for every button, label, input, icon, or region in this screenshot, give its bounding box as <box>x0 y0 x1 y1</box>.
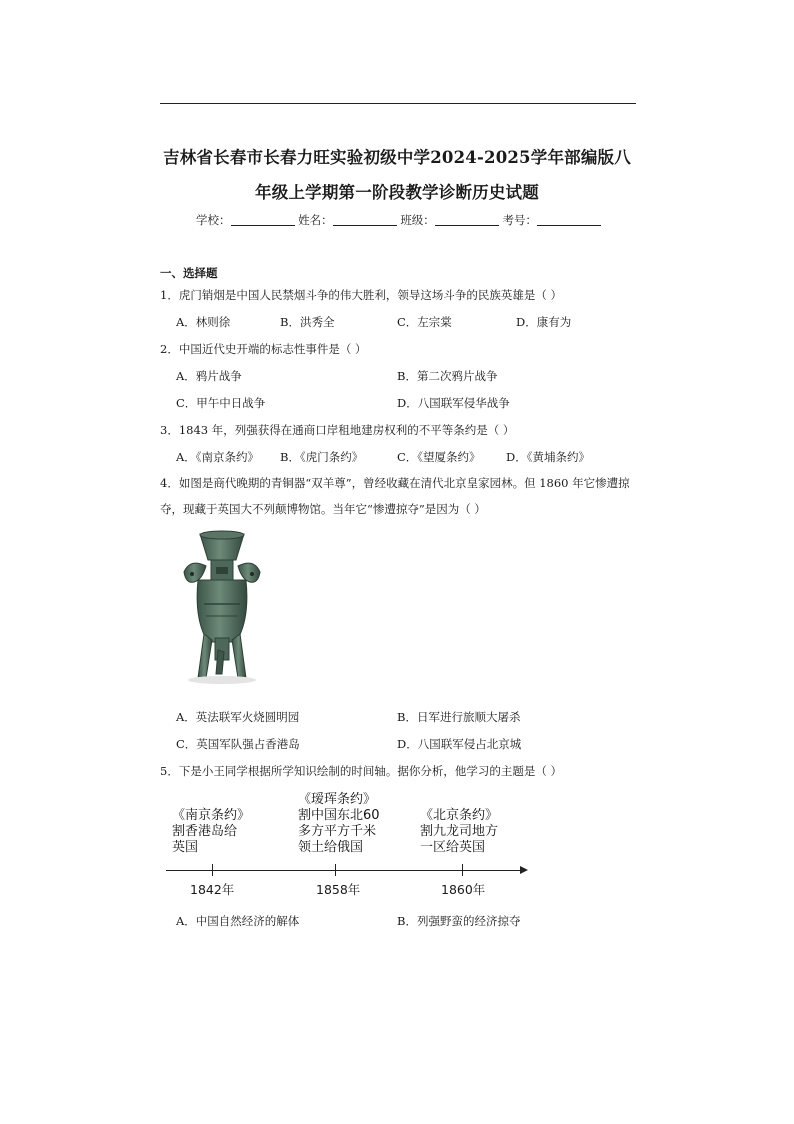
timeline-event-2-line: 领土给俄国 <box>298 840 364 855</box>
timeline-event-1-line: 英国 <box>172 840 199 855</box>
question-1-option-d[interactable]: D．康有为 <box>516 315 572 329</box>
question-1-option-a[interactable]: A．林则徐 <box>176 315 231 329</box>
question-1-option-b[interactable]: B．洪秀全 <box>280 315 335 329</box>
header-rule <box>160 103 636 104</box>
timeline-event-1-line: 割香港岛给 <box>172 824 238 839</box>
name-blank[interactable] <box>333 213 397 226</box>
timeline-event-3-line: 一区给英国 <box>420 840 486 855</box>
class-label: 班级： <box>400 213 435 227</box>
timeline-event-2-line: 割中国东北60 <box>298 808 380 823</box>
question-2-option-d[interactable]: D．八国联军侵华战争 <box>397 396 510 410</box>
exam-no-blank[interactable] <box>537 213 601 226</box>
timeline-year-1858: 1858年 <box>316 882 361 897</box>
school-label: 学校： <box>196 213 231 227</box>
timeline-arrow-icon <box>520 866 528 874</box>
timeline-year-1860: 1860年 <box>441 882 486 897</box>
question-3-option-c[interactable]: C．《望厦条约》 <box>397 450 481 464</box>
question-4-option-a[interactable]: A．英法联军火烧圆明园 <box>176 710 300 724</box>
name-label: 姓名： <box>298 213 333 227</box>
question-2-text: 2．中国近代史开端的标志性事件是（ ） <box>160 342 367 356</box>
timeline-axis <box>166 870 522 871</box>
question-1-text: 1．虎门销烟是中国人民禁烟斗争的伟大胜利，领导这场斗争的民族英雄是（ ） <box>160 288 562 302</box>
question-4-option-d[interactable]: D．八国联军侵占北京城 <box>397 737 522 751</box>
timeline-event-3-line: 割九龙司地方 <box>420 824 499 839</box>
timeline-tick-1842 <box>212 864 213 876</box>
question-5-text: 5．下是小王同学根据所学知识绘制的时间轴。据你分析，他学习的主题是（ ） <box>160 764 562 778</box>
timeline-event-3 <box>420 808 498 856</box>
question-4-text: 4．如图是商代晚期的青铜器“双羊尊”，曾经收藏在清代北京皇家园林。但 1860 年它惨遭掠夺，现藏于英国大不列颠博物馆。当年它“惨遭掠夺”是因为（ ） <box>160 476 630 516</box>
question-5-option-a[interactable]: A．中国自然经济的解体 <box>176 914 300 928</box>
school-blank[interactable] <box>231 213 295 226</box>
timeline-event-2-line: 《瑷珲条约》 <box>298 792 377 807</box>
question-2-option-a[interactable]: A．鸦片战争 <box>176 369 242 383</box>
timeline-event-3-line: 《北京条约》 <box>420 808 499 823</box>
class-blank[interactable] <box>435 213 499 226</box>
question-4-option-b[interactable]: B．日军进行旅顺大屠杀 <box>397 710 521 724</box>
student-info-row <box>196 212 601 228</box>
question-3-option-d[interactable]: D．《黄埔条约》 <box>506 450 590 464</box>
exam-no-label: 考号： <box>502 213 537 227</box>
timeline-event-1-line: 《南京条约》 <box>172 808 251 823</box>
question-3-option-b[interactable]: B．《虎门条约》 <box>280 450 364 464</box>
bronze-double-ram-zun-image <box>178 530 266 686</box>
timeline-year-1842: 1842年 <box>190 882 235 897</box>
question-5-option-b[interactable]: B．列强野蛮的经济掠夺 <box>397 914 521 928</box>
timeline-event-2 <box>298 792 380 856</box>
timeline-event-1 <box>172 808 250 856</box>
timeline-tick-1858 <box>335 864 336 876</box>
question-1-option-c[interactable]: C．左宗棠 <box>397 315 452 329</box>
question-2-option-c[interactable]: C．甲午中日战争 <box>176 396 266 410</box>
question-3-option-a[interactable]: A．《南京条约》 <box>176 450 260 464</box>
question-2-option-b[interactable]: B．第二次鸦片战争 <box>397 369 498 383</box>
page-title-line-1: 吉林省长春市长春力旺实验初级中学2024-2025学年部编版八 <box>163 148 631 167</box>
question-4-option-c[interactable]: C．英国军队强占香港岛 <box>176 737 300 751</box>
page-title-line-2: 年级上学期第一阶段教学诊断历史试题 <box>255 183 539 202</box>
question-3-text: 3．1843 年，列强获得在通商口岸租地建房权利的不平等条约是（ ） <box>160 423 515 437</box>
timeline-event-2-line: 多方平方千米 <box>298 824 377 839</box>
timeline-tick-1860 <box>462 864 463 876</box>
section-title: 一、选择题 <box>160 266 218 280</box>
